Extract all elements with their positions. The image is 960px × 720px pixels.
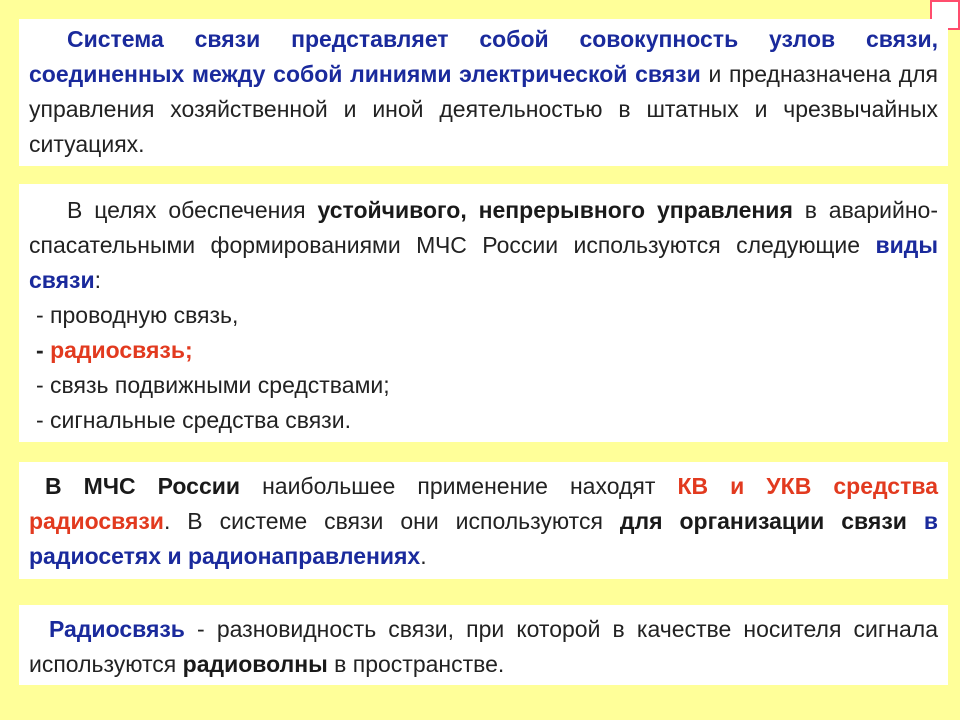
- emercom-text-a: наибольшее применение находят: [240, 473, 678, 499]
- list-item-mobile: - связь подвижными средствами;: [36, 372, 390, 398]
- system-definition-text: [29, 22, 938, 162]
- definition-panel: [19, 19, 948, 166]
- intro-text-a: В целях обеспечения: [67, 197, 318, 223]
- list-item-signal: - сигнальные средства связи.: [36, 407, 351, 433]
- intro-bold-stable-control: устойчивого, непрерывного управления: [317, 197, 793, 223]
- emercom-bold-organization: для организации связи: [619, 508, 907, 534]
- radio-definition-panel: [19, 605, 948, 685]
- radio-text-a: - разновидность связи, при которой в качестве носителя сигнала используются: [29, 616, 938, 677]
- radio-text-b: в пространстве.: [327, 651, 505, 677]
- intro-colon: :: [94, 267, 102, 293]
- system-definition-rest: и предназначена для управления хозяйственной и иной деятельностью в штатных и чрезвычайных ситуациях.: [29, 61, 938, 157]
- emercom-radio-text: [29, 469, 938, 574]
- emercom-radio-panel: [19, 462, 948, 579]
- communication-types-intro: [29, 193, 938, 298]
- list-item-radio: [29, 333, 938, 368]
- list-item-wired: - проводную связь,: [36, 302, 239, 328]
- radio-definition-text: [29, 612, 938, 682]
- emercom-hf-vhf: КВ и УКВ средства радиосвязи: [29, 473, 938, 534]
- list-radio-label: радиосвязь;: [50, 337, 193, 363]
- emercom-radio-networks: в радиосетях и радионаправлениях: [29, 508, 938, 569]
- intro-text-b: в аварийно-спасательными формированиями МЧС России используются следующие: [29, 197, 938, 258]
- intro-communication-types: виды связи: [29, 232, 938, 293]
- emercom-bold: В МЧС России: [45, 473, 241, 499]
- list-dash: -: [36, 337, 51, 363]
- system-definition-bold: Система связи представляет собой совокупность узлов связи, соединенных между собой линиями электрической связи: [29, 26, 938, 87]
- emercom-period: .: [420, 543, 427, 569]
- communication-types-panel: [19, 184, 948, 442]
- emercom-text-b: . В системе связи они используются: [163, 508, 620, 534]
- radio-term: Радиосвязь: [49, 616, 185, 642]
- radio-waves-bold: радиоволны: [182, 651, 328, 677]
